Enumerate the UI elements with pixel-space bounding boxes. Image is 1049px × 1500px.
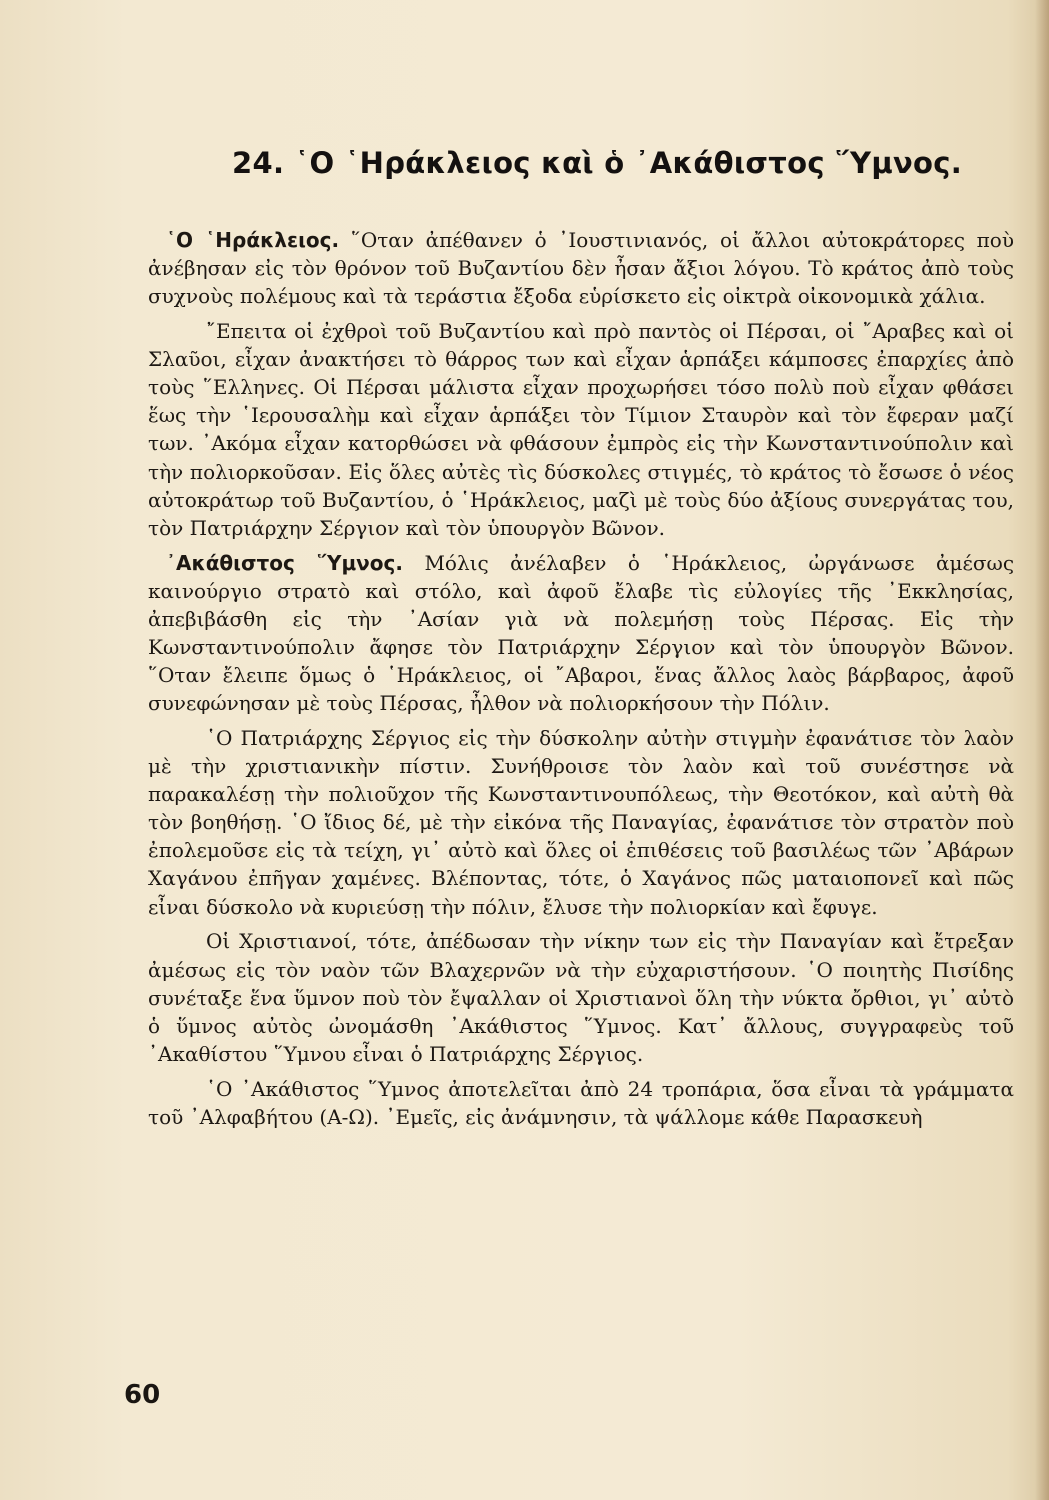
paragraph-text: ῾Ο Πατριάρχης Σέργιος εἰς τὴν δύσκολην αὐτὴν στιγμὴν ἐφανάτισε τὸν λαὸν μὲ τὴν χριστιανικὴν πίστιν. Συνήθροισε τὸν λαὸν καὶ τοῦ συνέστησε νὰ παρακαλέσῃ τὴν πολιοῦχον τῆς Κωνσταντινουπόλεως, τὴν Θεοτόκον, καὶ αὐτὴ θὰ τὸν βοηθήσῃ. ῾Ο ἴδιος δέ, μὲ τὴν εἰκόνα τῆς Παναγίας, ἐφανάτισε τὸν στρατὸν ποὺ ἐπολεμοῦσε εἰς τὰ τείχη, γι᾿ αὐτὸ καὶ ὅλες οἱ ἐπιθέσεις τοῦ βασιλέως τῶν ᾿Αβάρων Χαγάνου ἐπῆγαν χαμένες. Βλέποντας, τότε, ὁ Χαγάνος πῶς ματαιοπονεῖ καὶ πῶς εἶναι δύσκολο νὰ κυριεύσῃ τὴν πόλιν, ἔλυσε τὴν πολιορκίαν καὶ ἔφυγε. [148,725,1014,919]
section-heading-akathist: ᾿Ακάθιστος ῞Υμνος. [166,550,403,575]
paragraph-enemies [148,317,1014,542]
paragraph-text: ῾Ο ᾿Ακάθιστος ῞Υμνος ἀποτελεῖται ἀπὸ 24 τροπάρια, ὅσα εἶναι τὰ γράμματα τοῦ ᾿Αλφαβήτου (Α-Ω). ᾿Εμεῖς, εἰς ἀνάμνησιν, τὰ ψάλλομε κάθε Παρασκευὴ [148,1076,1014,1129]
paragraph-text: ῞Οταν ἀπέθανεν ὁ ᾿Ιουστινιανός, οἱ ἄλλοι αὐτοκράτορες ποὺ ἀνέβησαν εἰς τὸν θρόνον τοῦ Βυζαντίου δὲν ἦσαν ἄξιοι λόγου. Τὸ κράτος ἀπὸ τοὺς συχνοὺς πολέμους καὶ τὰ τεράστια ἔξοδα εὑρίσκετο εἰς οἰκτρὰ οἰκονομικὰ χάλια. [148,228,1014,309]
chapter-body [148,226,1014,1131]
paragraph-text: ῎Επειτα οἱ ἐχθροὶ τοῦ Βυζαντίου καὶ πρὸ παντὸς οἱ Πέρσαι, οἱ ῎Αραβες καὶ οἱ Σλαῦοι, εἶχαν ἀνακτήσει τὸ θάρρος των καὶ εἶχαν ἁρπάξει κάμποσες ἐπαρχίες ἀπὸ τοὺς ῞Ελληνες. Οἱ Πέρσαι μάλιστα εἶχαν προχωρήσει τόσο πολὺ ποὺ εἶχαν φθάσει ἕως τὴν ῾Ιερουσαλὴμ καὶ εἶχαν ἁρπάξει τὸν Τίμιον Σταυρὸν καὶ τὸν ἔφεραν μαζί των. ᾿Ακόμα εἶχαν κατορθώσει νὰ φθάσουν ἐμπρὸς εἰς τὴν Κωνσταντινούπολιν καὶ τὴν πολιορκοῦσαν. Εἰς ὅλες αὐτὲς τὶς δύσκολες στιγμές, τὸ κράτος τὸ ἔσωσε ὁ νέος αὐτοκράτωρ τοῦ Βυζαντίου, ὁ ῾Ηράκλειος, μαζὶ μὲ τοὺς δύο ἀξίους συνεργάτας του, τὸν Πατριάρχην Σέργιον καὶ τὸν ὑπουργὸν Βῶνον. [148,319,1014,540]
paragraph-text: Οἱ Χριστιανοί, τότε, ἀπέδωσαν τὴν νίκην των εἰς τὴν Παναγίαν καὶ ἔτρεξαν ἀμέσως εἰς τὸν ναὸν τῶν Βλαχερνῶν νὰ τὴν εὐχαριστήσουν. ῾Ο ποιητὴς Πισίδης συνέταξε ἕνα ὕμνον ποὺ τὸν ἔψαλλαν οἱ Χριστιανοὶ ὅλη τὴν νύκτα ὄρθιοι, γι᾿ αὐτὸ ὁ ὕμνος αὐτὸς ὠνομάσθη ᾿Ακάθιστος ῞Υμνος. Κατ᾿ ἄλλους, συγγραφεὺς τοῦ ᾿Ακαθίστου ῞Υμνου εἶναι ὁ Πατριάρχης Σέργιος. [148,929,1014,1066]
page-edge-shadow [1035,0,1049,1500]
paragraph-heraclius [148,226,1014,310]
paragraph-sergius [148,724,1014,921]
paragraph-text: Μόλις ἀνέλαβεν ὁ ῾Ηράκλειος, ὠργάνωσε ἀμέσως καινούργιο στρατὸ καὶ στόλο, καὶ ἀφοῦ ἔλαβε τὶς εὐλογίες τῆς ᾿Εκκλησίας, ἀπεβιβάσθη εἰς τὴν ᾿Ασίαν γιὰ νὰ πολεμήσῃ τοὺς Πέρσας. Εἰς τὴν Κωνσταντινούπολιν ἄφησε τὸν Πατριάρχην Σέργιον καὶ τὸν ὑπουργὸν Βῶνον. ῞Οταν ἔλειπε ὅμως ὁ ῾Ηράκλειος, οἱ ῎Αβαροι, ἕνας ἄλλος λαὸς βάρβαρος, ἀφοῦ συνεφώνησαν μὲ τοὺς Πέρσας, ἦλθον νὰ πολιορκήσουν τὴν Πόλιν. [148,550,1015,716]
section-heading-heraclius: ῾Ο ῾Ηράκλειος. [166,228,340,252]
page-number: 60 [124,1380,161,1410]
paragraph-christians [148,927,1014,1067]
paragraph-akathist [148,549,1014,718]
paragraph-troparia [148,1075,1014,1131]
chapter-title: 24. ῾Ο ῾Ηράκλειος καὶ ὁ ᾿Ακάθιστος ῞Υμνος. [232,146,963,180]
